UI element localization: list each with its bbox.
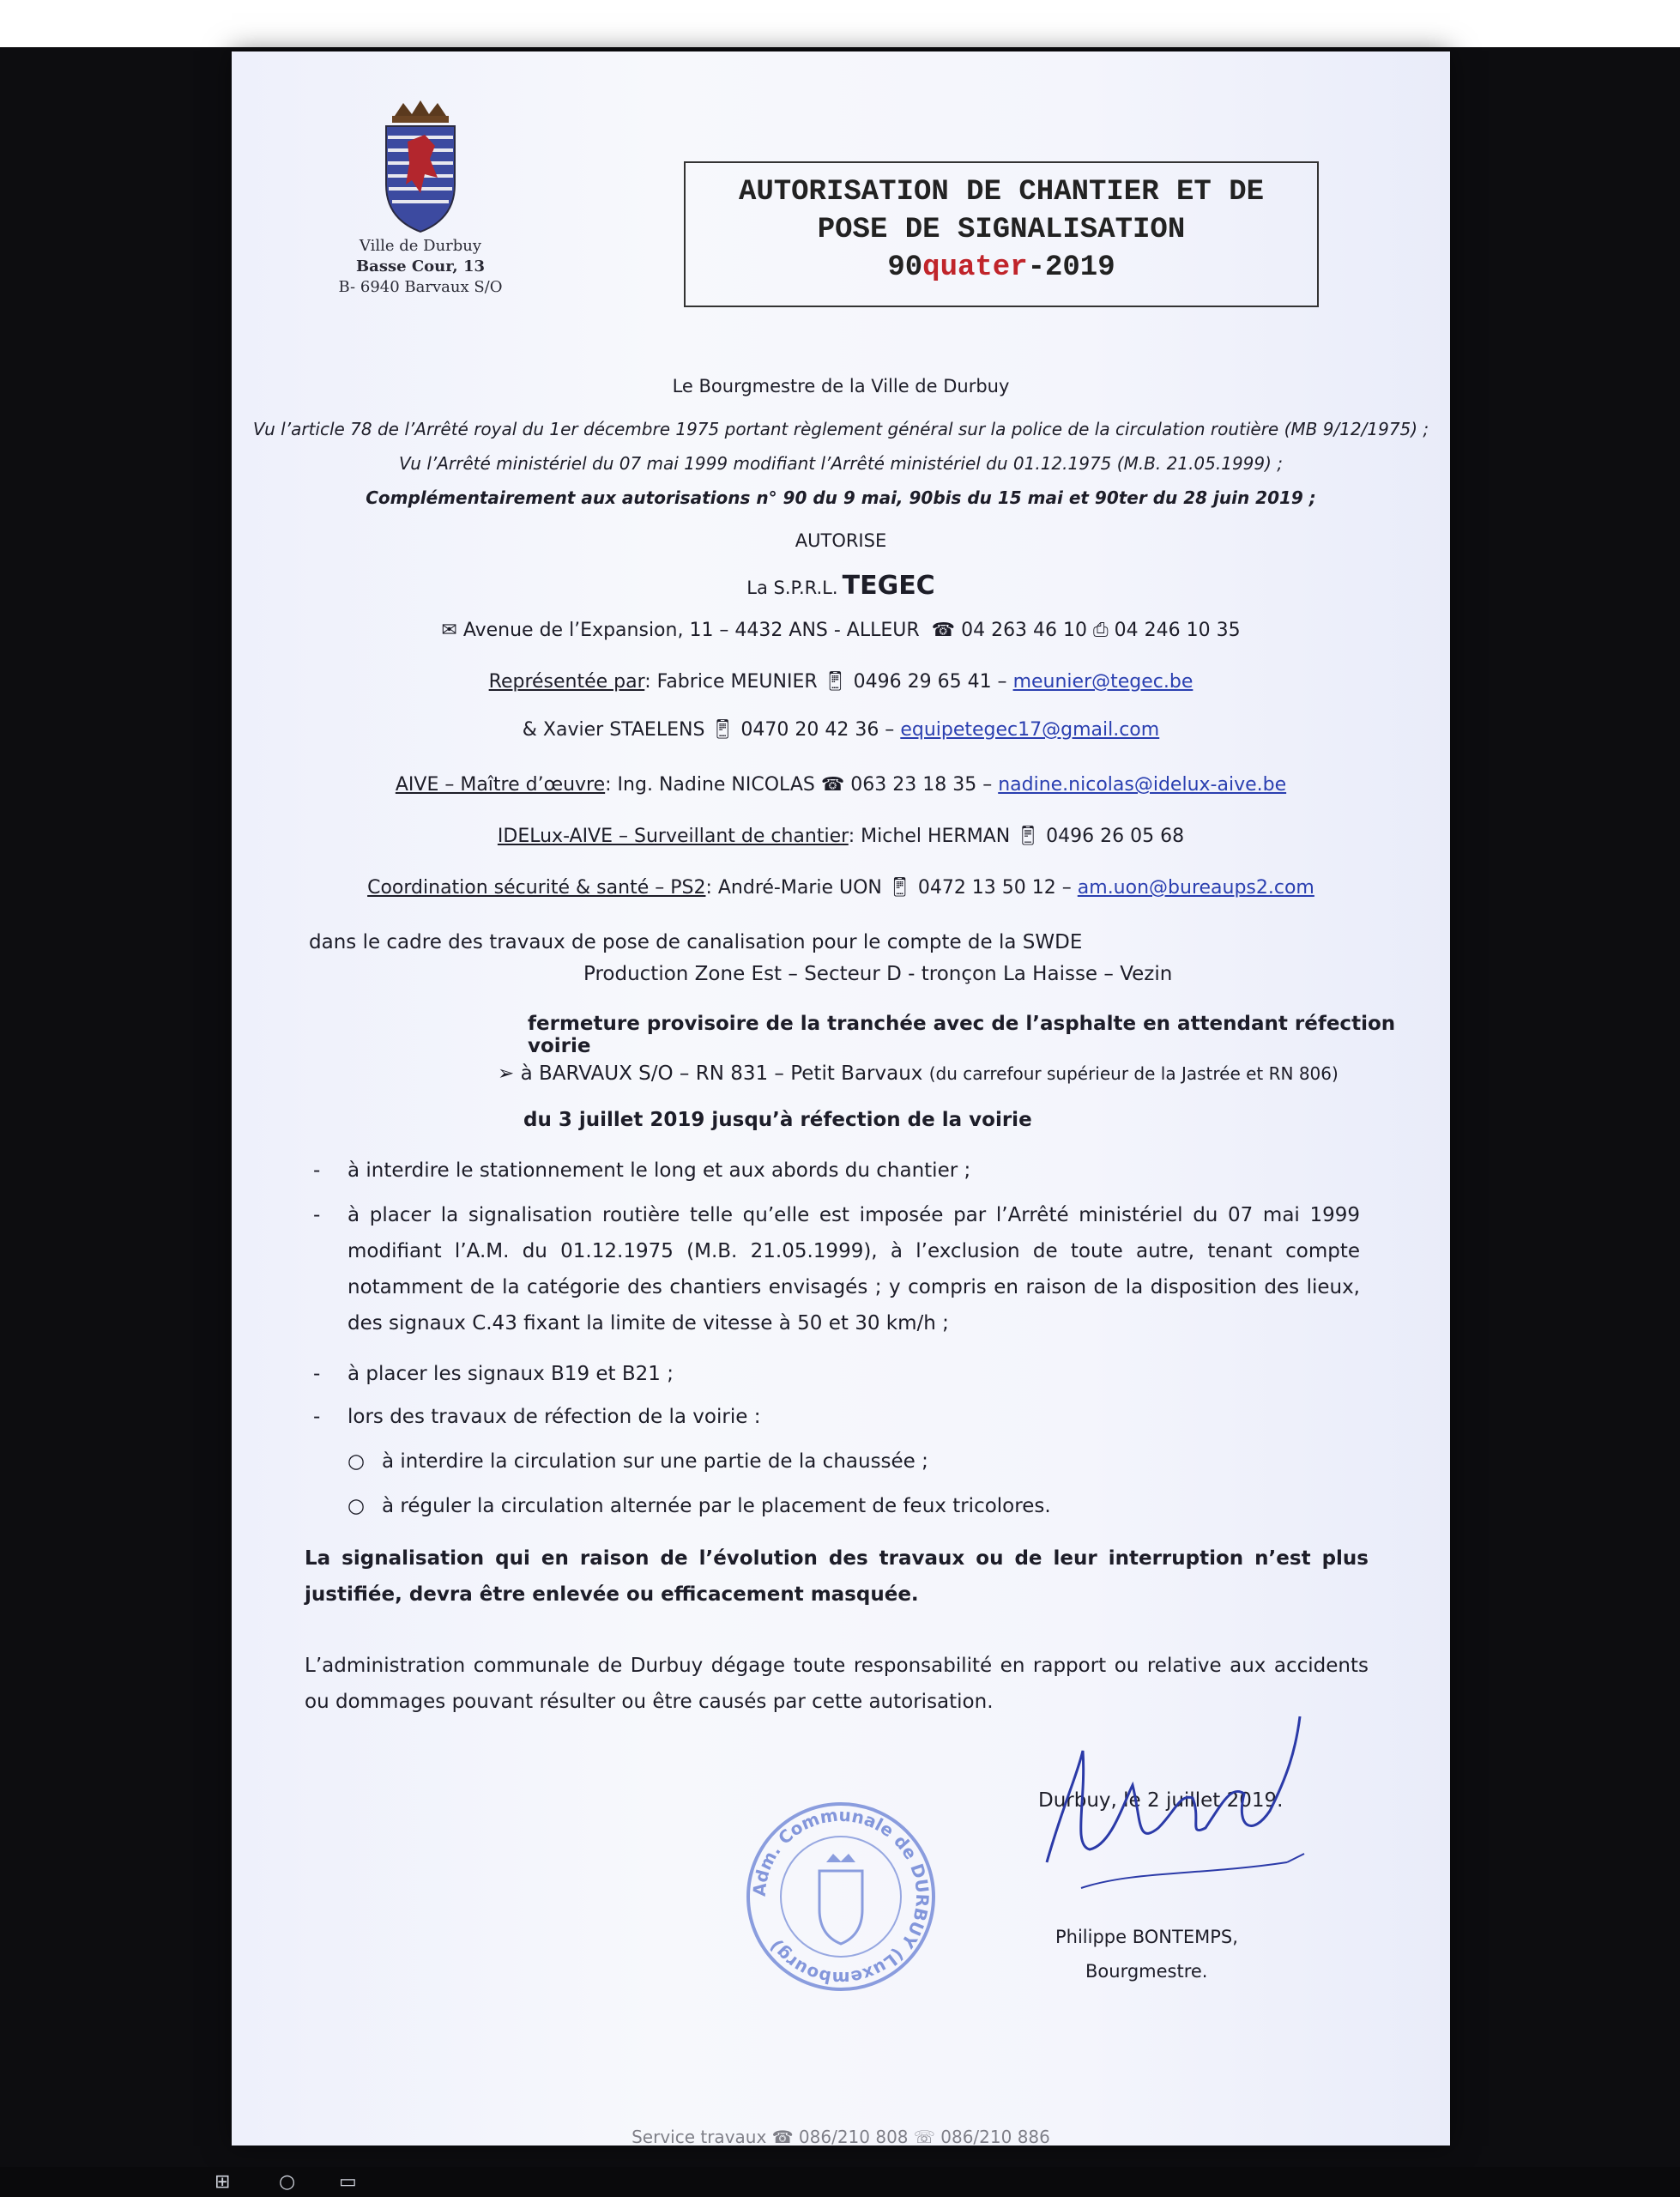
arrow-bullet-icon: ➢ (498, 1062, 515, 1085)
phone-icon: ☎ (820, 774, 845, 796)
location-detail: (du carrefour supérieur de la Jastrée et RN 806) (928, 1063, 1339, 1084)
handwritten-signature (1030, 1699, 1339, 1905)
contact-role: Représentée par (488, 671, 645, 693)
works-period: du 3 juillet 2019 jusqu’à réfection de la voirie (523, 1109, 1032, 1131)
contact-email-link[interactable]: meunier@tegec.be (1012, 671, 1194, 693)
contact-phone: 0472 13 50 12 – (917, 877, 1072, 899)
contact-phone: 0470 20 42 36 – (740, 719, 895, 741)
document-title-box (684, 161, 1319, 307)
task-view-icon[interactable]: ▭ (339, 2171, 357, 2193)
contact-name: : Michel HERMAN (848, 826, 1011, 847)
contact-phone: 0496 29 65 41 – (853, 671, 1007, 693)
contact-name: : Ing. Nadine NICOLAS (605, 774, 815, 796)
contact-role: IDELux-AIVE – Surveillant de chantier (497, 826, 849, 847)
dash-bullet: - (313, 1363, 321, 1385)
dash-bullet: - (313, 1204, 321, 1226)
contact-name: : André-Marie UON (705, 877, 882, 899)
taskbar (0, 2167, 1680, 2197)
signatory-name: Philippe BONTEMPS, (1055, 1927, 1238, 1947)
phone-icon: ☎ (931, 620, 956, 641)
municipality-address (313, 236, 528, 298)
municipality-street: Basse Cour, 13 (355, 257, 486, 275)
works-zone: Production Zone Est – Secteur D - tronçon La Haisse – Vezin (583, 963, 1173, 985)
municipality-city: B- 6940 Barvaux S/O (338, 278, 503, 296)
title-line-2: POSE DE SIGNALISATION (817, 214, 1186, 246)
contact-line (232, 877, 1450, 899)
works-location (498, 1062, 1339, 1085)
company-contact-line (232, 620, 1450, 641)
contact-email-link[interactable]: equipetegec17@gmail.com (900, 719, 1160, 741)
search-icon[interactable]: ○ (279, 2171, 296, 2193)
legal-reference-2: Vu l’Arrêté ministériel du 07 mai 1999 modifiant l’Arrêté ministériel du 01.12.1975 (M.B. 21.05.1999) ; (398, 453, 1284, 474)
coat-of-arms-logo (373, 99, 468, 236)
circle-bullet: ○ (347, 1495, 366, 1517)
authorizes-heading: AUTORISE (795, 530, 887, 551)
contact-role: AIVE – Maître d’œuvre (395, 774, 606, 796)
contact-name: : Fabrice MEUNIER (644, 671, 818, 693)
contact-role: Coordination sécurité & santé – PS2 (367, 877, 706, 899)
disclaimer: L’administration communale de Durbuy dégage toute responsabilité en rapport ou relative aux accidents ou dommages pouvant résulter ou être causés par cette autorisation. (305, 1655, 1369, 1713)
contact-phone: 063 23 18 35 – (850, 774, 993, 796)
contact-email-link[interactable]: nadine.nicolas@idelux-aive.be (998, 774, 1287, 796)
mobile-icon: 📱︎ (823, 671, 848, 693)
company-name-line (232, 571, 1450, 601)
company-prefix: La S.P.R.L. (746, 578, 838, 598)
location-main: à BARVAUX S/O – RN 831 – Petit Barvaux (520, 1062, 923, 1085)
place-date: Durbuy, le 2 juillet 2019. (1038, 1789, 1284, 1812)
authorization-number: 90quater-2019 (887, 251, 1115, 284)
mobile-icon: 📱︎ (887, 877, 912, 899)
envelope-icon: ✉ (441, 620, 457, 641)
condition-item: - à placer la signalisation routière telle qu’elle est imposée par l’Arrêté ministériel du 07 mai 1999 modifiant l’A.M. du 01.12.1975 (M.B. 21.05.1999), à l’exclusion de toute autre, tenant compte notamment de la catégorie des chantiers envisagés ; y compris en raison de la disposition des lieux, des signaux C.43 fixant la limite de vitesse à 50 et 30 km/h ; (313, 1197, 1360, 1341)
company-phone: 04 263 46 10 (961, 620, 1088, 641)
contact-name: & Xavier STAELENS (522, 719, 705, 741)
fax-icon: ⎙ (1093, 620, 1109, 641)
municipality-name: Ville de Durbuy (359, 237, 482, 255)
title-line-1: AUTORISATION DE CHANTIER ET DE (738, 176, 1265, 209)
dash-bullet: - (313, 1159, 321, 1182)
legal-reference-1: Vu l’article 78 de l’Arrêté royal du 1er décembre 1975 portant règlement général sur la police de la circulation routière (MB 9/12/1975) ; (252, 419, 1429, 439)
subcondition-item: ○ à interdire la circulation sur une partie de la chaussée ; (347, 1443, 1291, 1480)
contact-line (232, 719, 1450, 741)
mobile-icon: 📱︎ (710, 719, 735, 741)
footer-text: Service travaux ☎ 086/210 808 ☏ 086/210 886 (632, 2127, 1050, 2147)
subcondition-item: ○ à réguler la circulation alternée par le placement de feux tricolores. (347, 1488, 1291, 1524)
works-context: dans le cadre des travaux de pose de canalisation pour le compte de la SWDE (309, 931, 1083, 953)
number-quater: quater (922, 251, 1028, 284)
works-nature: fermeture provisoire de la tranchée avec de l’asphalte en attendant réfection voirie (528, 1013, 1396, 1057)
legal-reference-3: Complémentairement aux autorisations n° 90 du 9 mai, 90bis du 15 mai et 90ter du 28 juin 2019 ; (366, 487, 1316, 508)
mobile-icon: 📱︎ (1016, 826, 1041, 847)
condition-item: - à interdire le stationnement le long et aux abords du chantier ; (313, 1153, 1360, 1189)
condition-item: - à placer les signaux B19 et B21 ; (313, 1356, 1360, 1392)
company-fax: 04 246 10 35 (1114, 620, 1241, 641)
contact-phone: 0496 26 05 68 (1046, 826, 1185, 847)
contact-email-link[interactable]: am.uon@bureaups2.com (1077, 877, 1314, 899)
contact-line (232, 671, 1450, 693)
document-page (232, 51, 1450, 2146)
dash-bullet: - (313, 1406, 321, 1428)
condition-item: - lors des travaux de réfection de la voirie : (313, 1399, 1360, 1435)
signatory-title: Bourgmestre. (1085, 1961, 1208, 1982)
contact-line (232, 826, 1450, 847)
contact-line (232, 774, 1450, 796)
svg-text:Adm. Communale de DURBUY (Luxe: Adm. Communale de DURBUY (Luxembourg) (748, 1804, 934, 1989)
municipal-seal-stamp (742, 1798, 940, 1995)
issuer-line: Le Bourgmestre de la Ville de Durbuy (672, 376, 1010, 396)
windows-start-icon[interactable]: ⊞ (215, 2171, 231, 2193)
signage-note: La signalisation qui en raison de l’évolution des travaux ou de leur interruption n’est plus justifiée, devra être enlevée ou efficacement masquée. (305, 1547, 1369, 1606)
company-name: TEGEC (842, 571, 935, 601)
circle-bullet: ○ (347, 1450, 366, 1473)
company-address: Avenue de l’Expansion, 11 – 4432 ANS - ALLEUR (462, 620, 920, 641)
